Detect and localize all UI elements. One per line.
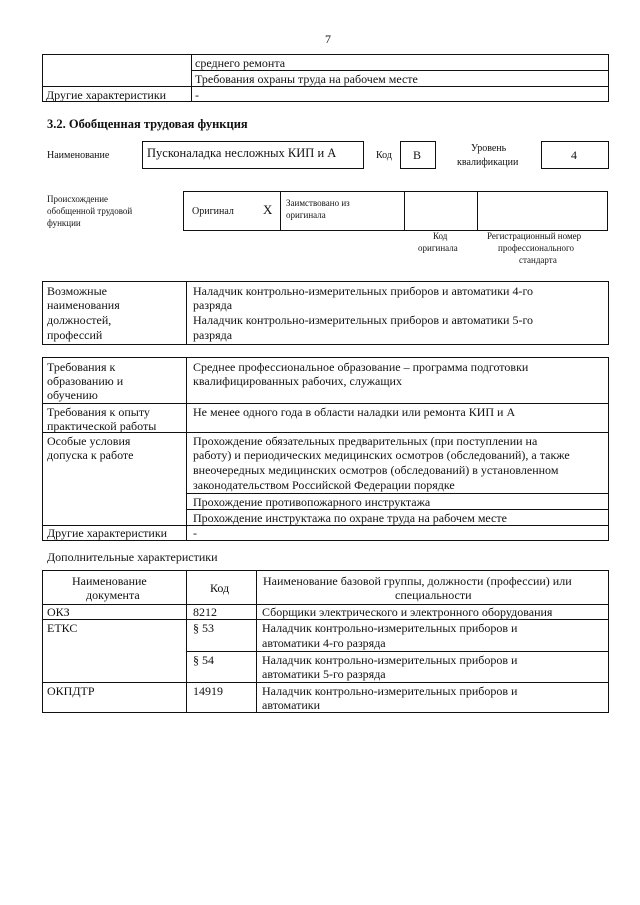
exp-label-2: практической работы [47, 419, 157, 433]
positions-label-4: профессий [47, 328, 103, 342]
okpdtr-name-2: автоматики [262, 698, 320, 712]
code-value: В [413, 148, 422, 162]
level-label-1: Уровень [471, 143, 507, 154]
etks2-code: § 54 [193, 653, 214, 667]
position-2-line-2: разряда [193, 328, 233, 342]
position-2-line-1: Наладчик контрольно-измерительных приборов и автоматики 5-го [193, 313, 534, 327]
head-name-2: специальности [395, 588, 472, 602]
head-name-1: Наименование базовой группы, должности (профессии) или [263, 574, 572, 588]
okz-doc: ОКЗ [47, 605, 70, 619]
edu-label-3: обучению [47, 388, 98, 402]
reg-number-label-3: стандарта [519, 255, 557, 265]
level-label-2: квалификации [457, 157, 519, 168]
edu-value-2: квалифицированных рабочих, служащих [193, 374, 402, 388]
okz-name: Сборщики электрического и электронного оборудования [262, 605, 553, 619]
exp-label-1: Требования к опыту [47, 405, 150, 419]
section-title: 3.2. Обобщенная трудовая функция [47, 117, 248, 131]
etks-doc: ЕТКС [47, 621, 78, 635]
borrowed-label-1: Заимствовано из [286, 198, 350, 208]
special-value-3: Прохождение инструктажа по охране труда на рабочем месте [193, 511, 507, 525]
req-other-value: - [193, 526, 197, 540]
special-value-1-line-3: внеочередных медицинских осмотров (обследований) в установленном [193, 463, 559, 477]
reg-number-label-2: профессионального [498, 243, 574, 253]
level-value: 4 [571, 148, 577, 162]
origin-label-2: обобщенной трудовой [47, 206, 133, 216]
reg-number-label-1: Регистрационный номер [487, 231, 582, 241]
position-1-line-2: разряда [193, 298, 233, 312]
head-doc-1: Наименование [72, 574, 147, 588]
okpdtr-doc: ОКПДТР [47, 684, 95, 698]
edu-value-1: Среднее профессиональное образование – программа подготовки [193, 360, 529, 374]
req-other-label: Другие характеристики [47, 526, 168, 540]
head-doc-2: документа [86, 588, 140, 602]
okz-code: 8212 [193, 605, 217, 619]
head-code: Код [210, 581, 230, 595]
code-original-label-2: оригинала [418, 243, 458, 253]
top-row2-value: Требования охраны труда на рабочем месте [195, 72, 418, 86]
origin-label-1: Происхождение [47, 194, 109, 204]
code-original-label-1: Код [433, 231, 448, 241]
top-other-value: - [195, 88, 199, 102]
original-label: Оригинал [192, 206, 234, 217]
borrowed-label-2: оригинала [286, 210, 326, 220]
positions-label-2: наименования [47, 298, 120, 312]
etks1-code: § 53 [193, 621, 214, 635]
exp-value: Не менее одного года в области наладки или ремонта КИП и А [193, 405, 516, 419]
position-1-line-1: Наладчик контрольно-измерительных приборов и автоматики 4-го [193, 284, 534, 298]
page-number: 7 [325, 32, 331, 46]
code-label: Код [376, 150, 392, 161]
top-row1-value: среднего ремонта [195, 56, 286, 70]
original-mark: Х [263, 202, 273, 217]
origin-label-3: функции [47, 218, 81, 228]
special-value-2: Прохождение противопожарного инструктажа [193, 495, 431, 509]
top-other-label: Другие характеристики [46, 88, 167, 102]
special-label-1: Особые условия [47, 434, 131, 448]
special-value-1-line-1: Прохождение обязательных предварительных (при поступлении на [193, 434, 538, 448]
etks1-name-2: автоматики 4-го разряда [262, 636, 386, 650]
positions-label-1: Возможные [47, 284, 107, 298]
okpdtr-name-1: Наладчик контрольно-измерительных приборов и [262, 684, 518, 698]
etks2-name-1: Наладчик контрольно-измерительных приборов и [262, 653, 518, 667]
etks1-name-1: Наладчик контрольно-измерительных приборов и [262, 621, 518, 635]
edu-label-1: Требования к [47, 360, 116, 374]
name-value: Пусконаладка несложных КИП и А [147, 146, 337, 160]
additional-title: Дополнительные характеристики [47, 550, 218, 564]
positions-label-3: должностей, [47, 313, 112, 327]
special-value-1-line-4: законодательством Российской Федерации порядке [193, 478, 455, 492]
special-value-1-line-2: работу) и периодических медицинских осмотров (обследований), а также [193, 448, 570, 462]
name-label: Наименование [47, 150, 110, 161]
okpdtr-code: 14919 [193, 684, 223, 698]
special-label-2: допуска к работе [47, 448, 134, 462]
edu-label-2: образованию и [47, 374, 124, 388]
etks2-name-2: автоматики 5-го разряда [262, 667, 386, 681]
